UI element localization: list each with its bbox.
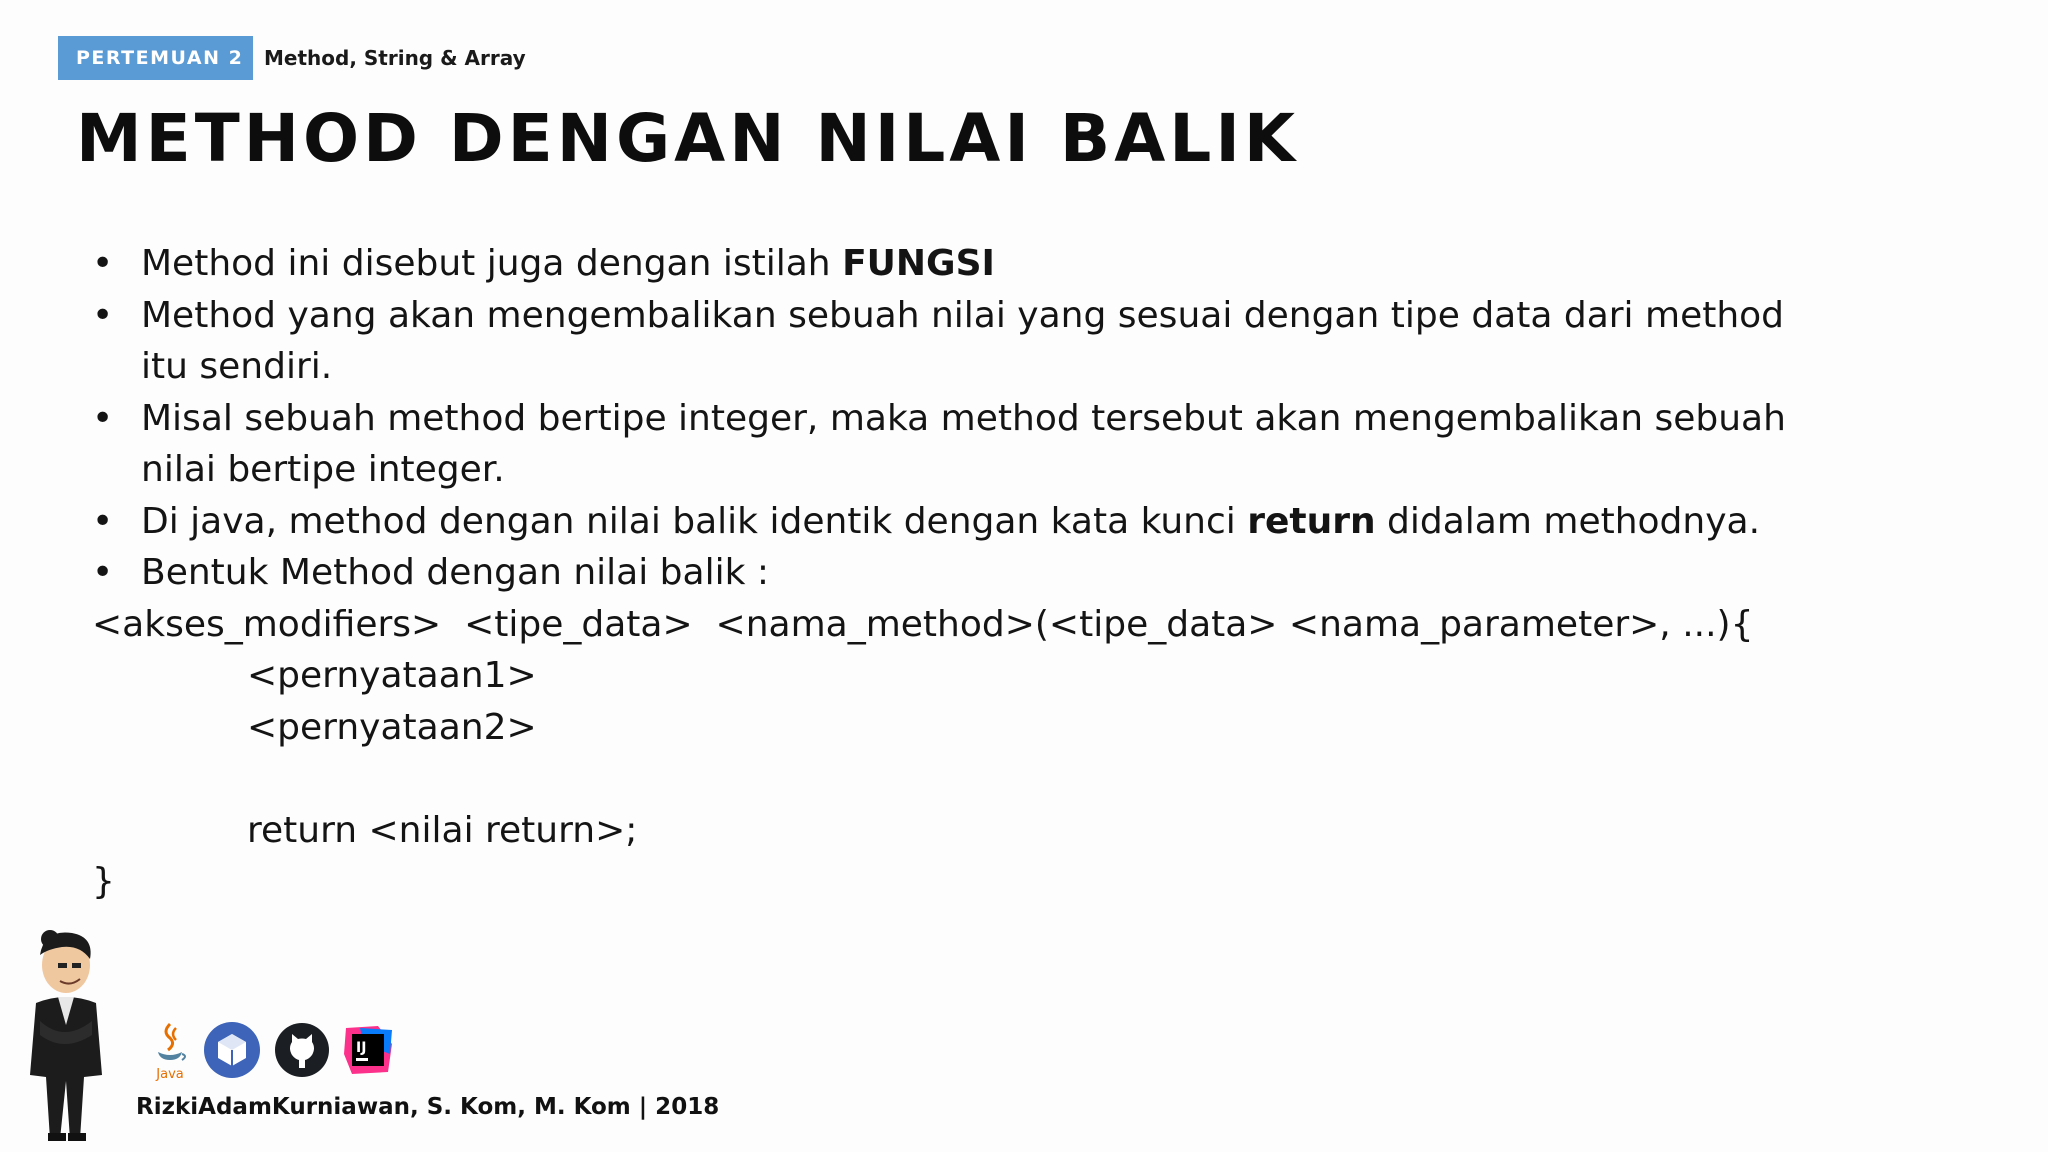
bullet-icon: • [92, 294, 114, 336]
github-logo-icon [274, 1022, 330, 1078]
java-logo-icon [150, 1018, 190, 1082]
session-subtitle: Method, String & Array [264, 46, 526, 70]
code-statement: <pernyataan1> [247, 655, 537, 696]
footer-credit: RizkiAdamKurniawan, S. Kom, M. Kom | 2018 [136, 1094, 720, 1120]
code-block [92, 599, 1792, 908]
code-blank-line [92, 753, 1792, 805]
bullet-icon: • [92, 397, 114, 439]
bullet-text: Misal sebuah method bertipe integer, maka method tersebut akan mengembalikan sebuah [141, 397, 1786, 439]
code-signature: <akses_modifiers> <tipe_data> <nama_method>(<tipe_data> <nama_parameter>, ...){ [92, 603, 1754, 645]
header [58, 36, 526, 80]
bullet-text: Method ini disebut juga dengan istilah [141, 243, 843, 284]
intellij-logo-icon [342, 1024, 394, 1076]
intellij-logo-label: IJ [356, 1040, 367, 1056]
slide-content [92, 238, 1792, 908]
bullet-icon: • [92, 552, 114, 593]
bullet-item [92, 290, 1821, 393]
bullet-icon: • [92, 243, 114, 284]
bullet-icon: • [92, 500, 114, 542]
page-title: METHOD DENGAN NILAI BALIK [76, 100, 1300, 177]
bullet-item [92, 238, 1821, 290]
presenter-illustration [14, 925, 114, 1143]
bullet-item [92, 547, 1821, 599]
code-closing-brace: } [92, 861, 115, 902]
bullet-text: nilai bertipe integer. [141, 449, 505, 490]
bullet-list [92, 238, 1792, 599]
footer-logos [150, 1018, 406, 1082]
bullet-text: didalam methodnya. [1375, 500, 1761, 542]
bullet-bold-text: FUNGSI [842, 243, 995, 284]
bullet-text: itu sendiri. [141, 346, 333, 387]
session-badge: PERTEMUAN 2 [58, 36, 253, 80]
bullet-item [92, 393, 1821, 496]
code-return: return <nilai return>; [247, 809, 638, 851]
bullet-text: Bentuk Method dengan nilai balik : [141, 552, 769, 593]
bullet-text: Method yang akan mengembalikan sebuah nilai yang sesuai dengan tipe data dari method [141, 294, 1785, 336]
code-statement: <pernyataan2> [247, 706, 537, 748]
bullet-text: Di java, method dengan nilai balik identik dengan kata kunci [141, 500, 1248, 542]
virtualbox-logo-icon [202, 1020, 262, 1080]
java-logo-label: Java [156, 1067, 184, 1082]
bullet-item [92, 496, 1821, 548]
bullet-bold-text: return [1247, 500, 1376, 542]
